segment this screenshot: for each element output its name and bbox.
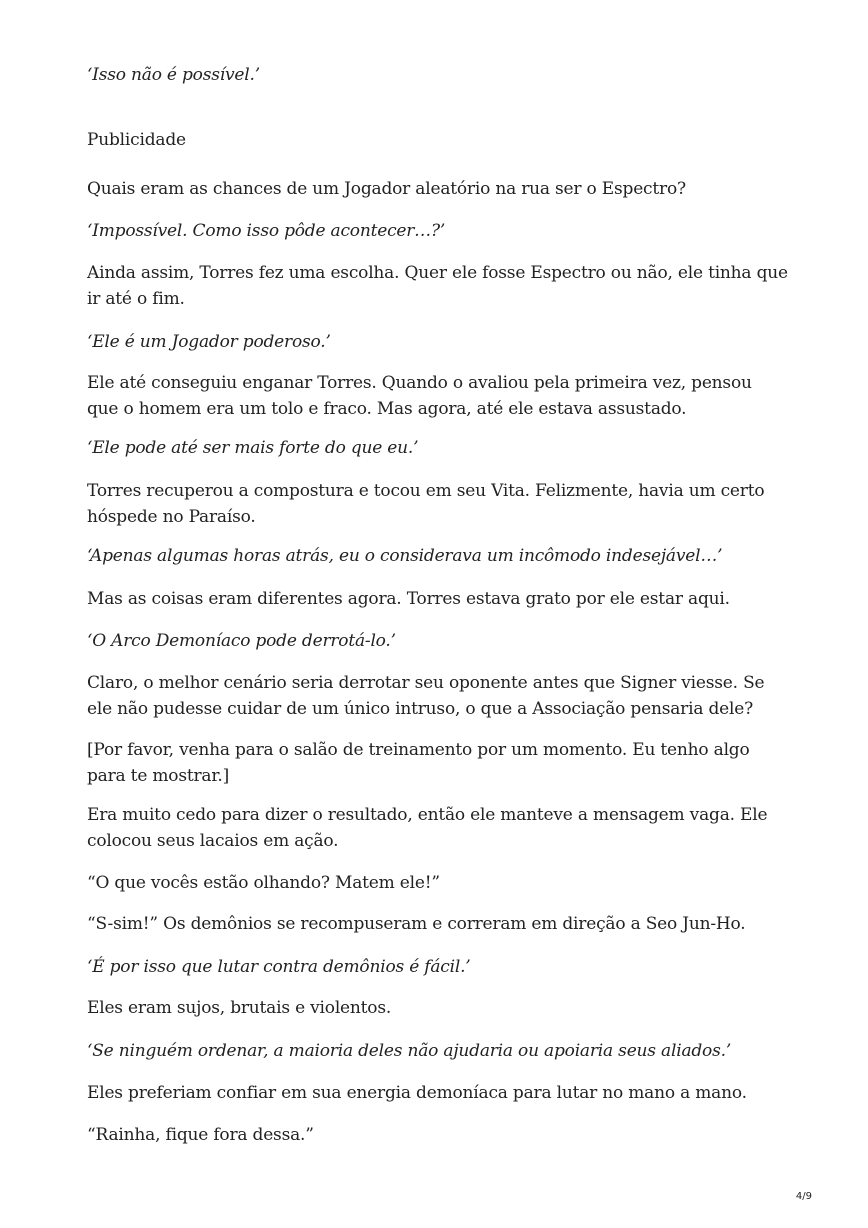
paragraph-16: “O que vocês estão olhando? Matem ele!” [87,873,440,893]
paragraph-9: Torres recuperou a compostura e tocou em seu Vita. Felizmente, havia um certo hóspede no Paraíso. [87,481,765,527]
paragraph-15: Era muito cedo para dizer o resultado, então ele manteve a mensagem vaga. Ele colocou seus lacaios em ação. [87,805,768,851]
page-number: 4/9 [795,1191,812,1202]
paragraph-6: ‘Ele é um Jogador poderoso.’ [87,332,331,352]
paragraph-3: Quais eram as chances de um Jogador aleatório na rua ser o Espectro? [87,179,686,199]
paragraph-1: ‘Isso não é possível.’ [87,65,260,85]
paragraph-12: ‘O Arco Demoníaco pode derrotá-lo.’ [87,631,396,651]
paragraph-20: ‘Se ninguém ordenar, a maioria deles não ajudaria ou apoiaria seus aliados.’ [87,1041,732,1061]
paragraph-11: Mas as coisas eram diferentes agora. Torres estava grato por ele estar aqui. [87,589,730,609]
paragraph-4: ‘Impossível. Como isso pôde acontecer…?’ [87,221,446,241]
paragraph-21: Eles preferiam confiar em sua energia demoníaca para lutar no mano a mano. [87,1083,747,1103]
paragraph-19: Eles eram sujos, brutais e violentos. [87,998,392,1018]
paragraph-13: Claro, o melhor cenário seria derrotar seu oponente antes que Signer viesse. Se ele não pudesse cuidar de um único intruso, o que a Associação pensaria dele? [87,673,765,719]
paragraph-8: ‘Ele pode até ser mais forte do que eu.’ [87,438,419,458]
paragraph-17: “S-sim!” Os demônios se recompuseram e correram em direção a Seo Jun-Ho. [87,914,746,934]
paragraph-10: ‘Apenas algumas horas atrás, eu o considerava um incômodo indesejável…’ [87,546,723,566]
paragraph-22: “Rainha, fique fora dessa.” [87,1125,314,1145]
paragraph-18: ‘É por isso que lutar contra demônios é fácil.’ [87,957,471,977]
paragraph-5: Ainda assim, Torres fez uma escolha. Quer ele fosse Espectro ou não, ele tinha que ir até o fim. [87,263,788,309]
paragraph-7: Ele até conseguiu enganar Torres. Quando o avaliou pela primeira vez, pensou que o homem era um tolo e fraco. Mas agora, até ele estava assustado. [87,373,752,419]
paragraph-2: Publicidade [87,130,186,150]
paragraph-14: [Por favor, venha para o salão de treinamento por um momento. Eu tenho algo para te mostrar.] [87,740,750,786]
